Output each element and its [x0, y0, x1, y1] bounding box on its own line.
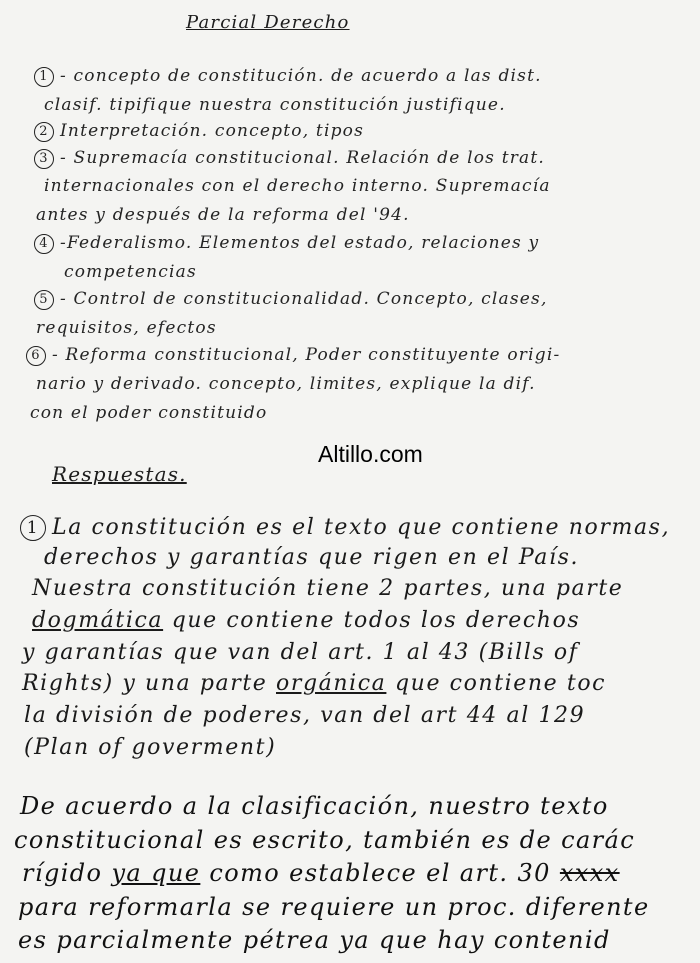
- answer-1-line-4-rest: que contiene todos los derechos: [163, 608, 581, 633]
- classification-line-2: constitucional es escrito, también es de carác: [14, 826, 636, 854]
- question-4-line-2: competencias: [64, 262, 197, 282]
- page-title: Parcial Derecho: [186, 12, 350, 33]
- question-2-number: 2: [34, 122, 54, 142]
- answer-1-line-3: Nuestra constitución tiene 2 partes, una parte: [32, 576, 624, 601]
- answer-1-line-6-end: que contiene toc: [386, 671, 607, 696]
- answer-1-number: 1: [20, 515, 46, 541]
- question-6-line-3: con el poder constituido: [30, 403, 268, 423]
- answer-1-line-7: la división de poderes, van del art 44 al 129: [24, 703, 586, 728]
- classification-line-5: es parcialmente pétrea ya que hay contenid: [18, 926, 611, 954]
- question-4-text: -Federalismo. Elementos del estado, relaciones y: [60, 233, 540, 253]
- question-3-text: - Supremacía constitucional. Relación de los trat.: [60, 148, 546, 168]
- question-5-number: 5: [34, 290, 54, 310]
- classification-line-3-mid: como establece el art. 30: [200, 859, 560, 887]
- question-5-line-2: requisitos, efectos: [36, 318, 217, 338]
- question-5-text: - Control de constitucionalidad. Concepto, clases,: [60, 289, 548, 309]
- question-6-line-2: nario y derivado. concepto, limites, explique la dif.: [36, 374, 536, 394]
- answer-1-line-6: [22, 671, 606, 696]
- question-6-text: - Reforma constitucional, Poder constituyente origi-: [52, 345, 561, 365]
- dogmatica-word: dogmática: [32, 608, 164, 633]
- answer-1-line-1: [20, 515, 670, 541]
- question-1-line-1: [34, 66, 542, 87]
- answers-heading: Respuestas.: [52, 462, 187, 486]
- question-4-number: 4: [34, 234, 54, 254]
- answer-1-text: La constitución es el texto que contiene normas,: [52, 515, 671, 540]
- classification-line-1: De acuerdo a la clasificación, nuestro texto: [20, 792, 609, 820]
- question-4-line-1: [34, 233, 539, 254]
- question-3-line-1: [34, 148, 545, 169]
- question-6-number: 6: [26, 346, 46, 366]
- watermark: Altillo.com: [318, 441, 423, 467]
- question-3-line-3: antes y después de la reforma del '94.: [36, 205, 410, 225]
- question-1-number: 1: [34, 67, 54, 87]
- answer-1-line-6-start: Rights) y una parte: [22, 671, 276, 696]
- organica-word: orgánica: [276, 671, 387, 696]
- ya-que-words: ya que: [111, 859, 201, 887]
- question-6-line-1: [26, 345, 560, 366]
- answer-1-line-8: (Plan of goverment): [24, 735, 277, 760]
- question-1-line-2: clasif. tipifique nuestra constitución justifique.: [44, 95, 506, 115]
- question-3-number: 3: [34, 149, 54, 169]
- classification-line-4: para reformarla se requiere un proc. diferente: [18, 893, 650, 921]
- struck-word: xxxx: [559, 859, 620, 887]
- answer-1-line-4: [32, 608, 580, 633]
- classification-line-3-start: rígido: [22, 859, 112, 887]
- classification-line-3: [22, 859, 620, 887]
- question-2-text: Interpretación. concepto, tipos: [60, 121, 365, 141]
- question-2-line-1: [34, 121, 364, 142]
- answer-1-line-5: y garantías que van del art. 1 al 43 (Bills of: [22, 640, 579, 665]
- answer-1-line-2: derechos y garantías que rigen en el País.: [44, 545, 580, 570]
- question-3-line-2: internacionales con el derecho interno. Supremacía: [44, 176, 551, 196]
- question-1-text: - concepto de constitución. de acuerdo a las dist.: [60, 66, 542, 86]
- question-5-line-1: [34, 289, 548, 310]
